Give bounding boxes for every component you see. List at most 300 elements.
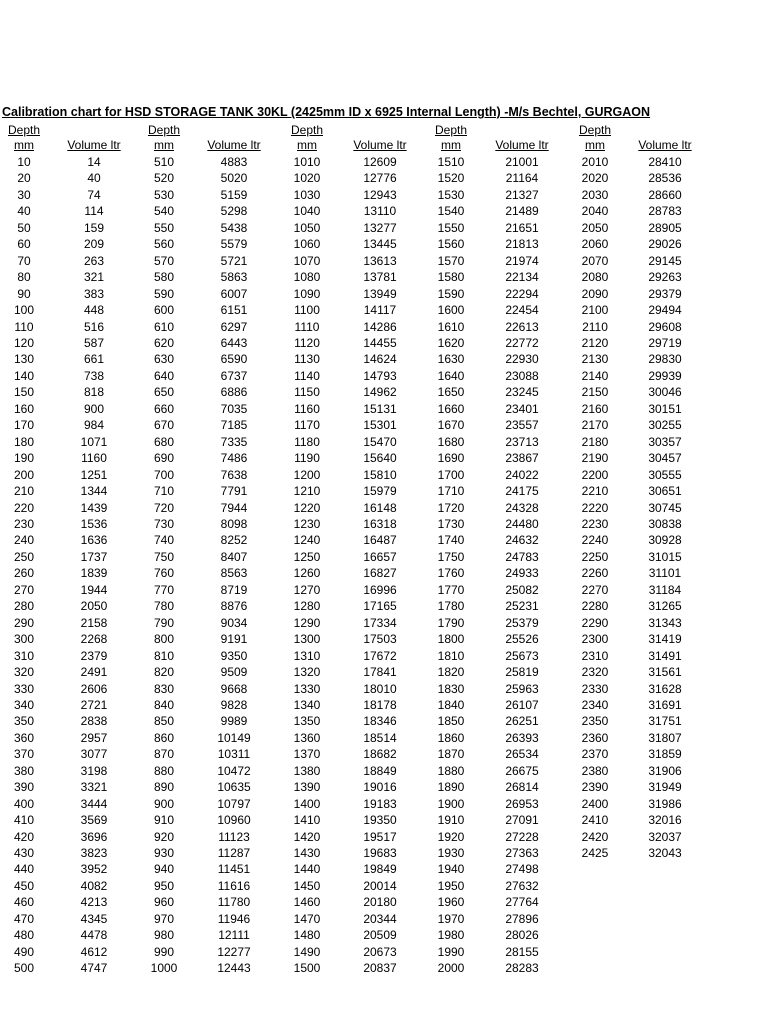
depth-cell: 2230: [581, 516, 609, 531]
depth-cell: 1070: [293, 253, 321, 268]
depth-cell: 2050: [581, 220, 609, 235]
depth-header: Depth: [290, 123, 324, 137]
depth-cell: 1170: [294, 418, 320, 433]
depth-cell: 140: [13, 368, 35, 383]
volume-cell: 1839: [80, 566, 108, 581]
depth-cell: 100: [13, 303, 35, 318]
depth-column: [132, 154, 196, 977]
volume-cell: 5020: [220, 171, 248, 186]
volume-cell: 1636: [80, 533, 108, 548]
depth-cell: 150: [13, 385, 35, 400]
depth-cell: 700: [153, 467, 175, 482]
depth-cell: 2000: [437, 961, 465, 976]
depth-cell: 380: [13, 763, 35, 778]
volume-column: [348, 154, 412, 977]
volume-cell: 24175: [505, 484, 539, 499]
volume-cell: 31859: [648, 747, 682, 762]
volume-cell: 21651: [505, 220, 539, 235]
depth-cell: 1600: [437, 303, 465, 318]
depth-cell: 2040: [581, 204, 609, 219]
depth-column: [419, 154, 483, 977]
volume-cell: 31628: [648, 681, 682, 696]
volume-cell: 4883: [220, 155, 248, 169]
volume-cell: 23557: [505, 418, 539, 433]
depth-cell: 710: [153, 484, 175, 499]
depth-cell: 660: [153, 401, 175, 416]
depth-cell: 1330: [293, 681, 321, 696]
depth-cell: 1450: [293, 878, 321, 893]
depth-cell: 1660: [437, 401, 465, 416]
volume-cell: 4213: [80, 895, 108, 910]
depth-cell: 90: [17, 286, 31, 301]
depth-cell: 580: [153, 270, 175, 285]
depth-cell: 1250: [293, 549, 321, 564]
volume-cell: 29830: [648, 352, 682, 367]
volume-cell: 15640: [363, 451, 397, 466]
volume-cell: 9034: [220, 615, 248, 630]
depth-cell: 760: [153, 566, 175, 581]
volume-cell: 29608: [648, 319, 682, 334]
volume-cell: 25379: [505, 615, 539, 630]
depth-cell: 1020: [293, 171, 321, 186]
volume-cell: 21974: [505, 253, 539, 268]
volume-cell: 19517: [363, 829, 397, 844]
volume-cell: 26251: [505, 714, 539, 729]
depth-cell: 410: [13, 813, 35, 828]
depth-cell: 160: [13, 401, 35, 416]
volume-cell: 9828: [220, 697, 248, 712]
depth-cell: 1770: [437, 582, 465, 597]
volume-column: [490, 154, 554, 977]
depth-cell: 230: [13, 516, 35, 531]
depth-cell: 1080: [293, 270, 321, 285]
volume-cell: 5298: [220, 204, 248, 219]
volume-column: [202, 154, 266, 977]
depth-cell: 10: [17, 155, 31, 169]
volume-cell: 4747: [80, 961, 108, 976]
depth-cell: 190: [13, 451, 35, 466]
volume-cell: 29719: [648, 335, 682, 350]
depth-cell: 830: [153, 681, 175, 696]
volume-cell: 22294: [505, 286, 539, 301]
volume-cell: 12277: [217, 944, 251, 959]
volume-cell: 1344: [80, 484, 108, 499]
depth-cell: 420: [13, 829, 35, 844]
depth-unit-header: mm: [441, 138, 461, 152]
depth-cell: 2070: [581, 253, 609, 268]
depth-cell: 130: [13, 352, 35, 367]
volume-cell: 14793: [363, 368, 397, 383]
depth-cell: 1830: [437, 681, 465, 696]
depth-cell: 1530: [437, 187, 465, 202]
depth-cell: 860: [153, 730, 175, 745]
volume-cell: 28026: [505, 928, 539, 943]
volume-cell: 25963: [505, 681, 539, 696]
volume-cell: 900: [83, 401, 105, 416]
volume-cell: 2606: [80, 681, 108, 696]
depth-cell: 440: [13, 862, 35, 877]
volume-cell: 14624: [363, 352, 397, 367]
volume-cell: 25082: [505, 582, 539, 597]
depth-unit-header: mm: [14, 138, 34, 152]
volume-cell: 20014: [363, 878, 397, 893]
depth-cell: 1270: [293, 582, 321, 597]
depth-cell: 1950: [437, 878, 465, 893]
volume-cell: 11287: [217, 846, 251, 861]
depth-cell: 1620: [437, 335, 465, 350]
depth-cell: 1720: [437, 500, 465, 515]
depth-cell: 1840: [437, 697, 465, 712]
depth-cell: 2350: [581, 714, 609, 729]
depth-cell: 1350: [293, 714, 321, 729]
volume-cell: 10311: [217, 747, 251, 762]
depth-cell: 2150: [581, 385, 609, 400]
depth-cell: 770: [153, 582, 175, 597]
depth-cell: 2370: [581, 747, 609, 762]
depth-header: Depth: [434, 123, 468, 137]
volume-cell: 22772: [505, 335, 539, 350]
depth-cell: 1820: [437, 665, 465, 680]
volume-cell: 24328: [505, 500, 539, 515]
volume-cell: 14962: [363, 385, 397, 400]
volume-cell: 20509: [363, 928, 397, 943]
depth-cell: 1780: [437, 599, 465, 614]
volume-cell: 27091: [505, 813, 539, 828]
volume-column: [62, 154, 126, 977]
depth-cell: 1310: [293, 648, 321, 663]
volume-cell: 26393: [505, 730, 539, 745]
depth-cell: 2110: [582, 319, 608, 334]
depth-cell: 2090: [581, 286, 609, 301]
depth-cell: 1800: [437, 632, 465, 647]
volume-cell: 31015: [648, 549, 682, 564]
depth-cell: 1010: [293, 155, 321, 169]
depth-cell: 1730: [437, 516, 465, 531]
depth-cell: 370: [13, 747, 35, 762]
volume-cell: 11616: [217, 878, 251, 893]
depth-cell: 480: [13, 928, 35, 943]
volume-cell: 209: [83, 237, 105, 252]
depth-cell: 1040: [293, 204, 321, 219]
depth-cell: 1290: [293, 615, 321, 630]
volume-cell: 14286: [363, 319, 397, 334]
volume-cell: 40: [87, 171, 101, 186]
volume-cell: 24783: [505, 549, 539, 564]
depth-cell: 1760: [437, 566, 465, 581]
volume-cell: 23088: [505, 368, 539, 383]
volume-cell: 16318: [363, 516, 397, 531]
depth-cell: 1220: [293, 500, 321, 515]
depth-cell: 1960: [437, 895, 465, 910]
depth-cell: 820: [153, 665, 175, 680]
depth-cell: 1230: [293, 516, 321, 531]
volume-cell: 16827: [363, 566, 397, 581]
depth-cell: 2290: [581, 615, 609, 630]
depth-cell: 570: [153, 253, 175, 268]
volume-cell: 9509: [220, 665, 248, 680]
depth-cell: 1470: [293, 911, 321, 926]
depth-cell: 1990: [437, 944, 465, 959]
depth-cell: 2240: [581, 533, 609, 548]
depth-cell: 1410: [293, 813, 321, 828]
volume-cell: 10960: [217, 813, 251, 828]
volume-cell: 15810: [363, 467, 397, 482]
volume-cell: 22930: [505, 352, 539, 367]
depth-cell: 2170: [581, 418, 609, 433]
volume-cell: 9191: [220, 632, 248, 647]
depth-cell: 1970: [437, 911, 465, 926]
volume-cell: 159: [83, 220, 105, 235]
depth-cell: 500: [13, 961, 35, 976]
volume-cell: 383: [83, 286, 105, 301]
volume-cell: 21327: [505, 187, 539, 202]
depth-cell: 1900: [437, 796, 465, 811]
depth-cell: 2270: [581, 582, 609, 597]
depth-cell: 2060: [581, 237, 609, 252]
depth-cell: 2425: [581, 846, 609, 861]
volume-cell: 15979: [363, 484, 397, 499]
volume-cell: 10149: [217, 730, 251, 745]
volume-cell: 30457: [648, 451, 682, 466]
depth-cell: 2030: [581, 187, 609, 202]
depth-cell: 670: [153, 418, 175, 433]
depth-cell: 1880: [437, 763, 465, 778]
depth-cell: 1300: [293, 632, 321, 647]
volume-cell: 6590: [220, 352, 248, 367]
depth-column: [275, 154, 339, 977]
volume-cell: 27896: [505, 911, 539, 926]
volume-cell: 26953: [505, 796, 539, 811]
depth-cell: 1570: [437, 253, 465, 268]
depth-cell: 2250: [581, 549, 609, 564]
volume-cell: 12776: [363, 171, 397, 186]
volume-cell: 16148: [363, 500, 397, 515]
volume-cell: 21489: [505, 204, 539, 219]
depth-cell: 640: [153, 368, 175, 383]
volume-cell: 28660: [648, 187, 682, 202]
depth-header: Depth: [147, 123, 181, 137]
volume-cell: 20344: [363, 911, 397, 926]
depth-cell: 320: [13, 665, 35, 680]
volume-cell: 22613: [505, 319, 539, 334]
depth-cell: 1940: [437, 862, 465, 877]
volume-cell: 27363: [505, 846, 539, 861]
volume-cell: 263: [83, 253, 105, 268]
volume-cell: 27498: [505, 862, 539, 877]
depth-cell: 900: [153, 796, 175, 811]
volume-cell: 24632: [505, 533, 539, 548]
depth-cell: 1920: [437, 829, 465, 844]
depth-cell: 1860: [437, 730, 465, 745]
volume-cell: 3569: [80, 813, 108, 828]
volume-header: Volume ltr: [67, 138, 121, 152]
volume-cell: 18178: [363, 697, 397, 712]
depth-cell: 2020: [581, 171, 609, 186]
depth-header: Depth: [7, 123, 41, 137]
volume-cell: 5579: [220, 237, 248, 252]
volume-cell: 1536: [80, 516, 108, 531]
depth-cell: 1910: [437, 813, 465, 828]
depth-cell: 1750: [437, 549, 465, 564]
volume-cell: 7035: [220, 401, 248, 416]
depth-cell: 1460: [293, 895, 321, 910]
volume-cell: 4345: [80, 911, 108, 926]
volume-header: Volume ltr: [638, 138, 692, 152]
volume-cell: 6007: [220, 286, 248, 301]
depth-cell: 1150: [294, 385, 320, 400]
depth-cell: 1890: [437, 780, 465, 795]
volume-cell: 23245: [505, 385, 539, 400]
depth-cell: 560: [153, 237, 175, 252]
volume-cell: 3952: [80, 862, 108, 877]
volume-cell: 661: [83, 352, 105, 367]
volume-cell: 3696: [80, 829, 108, 844]
depth-unit-header: mm: [154, 138, 174, 152]
depth-cell: 1320: [293, 665, 321, 680]
depth-cell: 2380: [581, 763, 609, 778]
depth-cell: 1500: [293, 961, 321, 976]
volume-cell: 28155: [505, 944, 539, 959]
volume-header: Volume ltr: [207, 138, 261, 152]
depth-cell: 1550: [437, 220, 465, 235]
depth-cell: 2410: [581, 813, 609, 828]
volume-cell: 10635: [217, 780, 251, 795]
depth-cell: 980: [153, 928, 175, 943]
depth-cell: 1670: [437, 418, 465, 433]
depth-cell: 20: [17, 171, 31, 186]
depth-cell: 450: [13, 878, 35, 893]
depth-cell: 1490: [293, 944, 321, 959]
volume-cell: 21001: [505, 155, 539, 169]
depth-cell: 80: [17, 270, 31, 285]
depth-cell: 1400: [293, 796, 321, 811]
depth-header: Depth: [578, 123, 612, 137]
depth-cell: 510: [153, 155, 175, 169]
depth-cell: 70: [17, 253, 31, 268]
depth-cell: 1560: [437, 237, 465, 252]
depth-cell: 330: [13, 681, 35, 696]
volume-header: Volume ltr: [495, 138, 549, 152]
depth-cell: 350: [13, 714, 35, 729]
volume-cell: 10797: [217, 796, 251, 811]
volume-cell: 8252: [220, 533, 248, 548]
volume-cell: 19683: [363, 846, 397, 861]
depth-cell: 620: [153, 335, 175, 350]
volume-cell: 31807: [648, 730, 682, 745]
depth-cell: 2360: [581, 730, 609, 745]
depth-cell: 960: [153, 895, 175, 910]
volume-cell: 29494: [648, 303, 682, 318]
depth-cell: 780: [153, 599, 175, 614]
volume-cell: 12943: [363, 187, 397, 202]
volume-cell: 22454: [505, 303, 539, 318]
volume-cell: 17672: [363, 648, 397, 663]
depth-cell: 1260: [293, 566, 321, 581]
depth-cell: 250: [13, 549, 35, 564]
volume-cell: 587: [83, 335, 105, 350]
depth-cell: 1520: [437, 171, 465, 186]
volume-cell: 5863: [220, 270, 248, 285]
volume-cell: 1160: [81, 451, 107, 466]
depth-cell: 970: [153, 911, 175, 926]
depth-cell: 1680: [437, 434, 465, 449]
volume-cell: 17841: [363, 665, 397, 680]
depth-cell: 880: [153, 763, 175, 778]
volume-cell: 28536: [648, 171, 682, 186]
volume-cell: 11451: [217, 862, 251, 877]
depth-cell: 1140: [294, 368, 320, 383]
depth-cell: 1580: [437, 270, 465, 285]
volume-column: [633, 154, 697, 861]
volume-cell: 7791: [220, 484, 248, 499]
volume-cell: 27764: [505, 895, 539, 910]
volume-cell: 31906: [648, 763, 682, 778]
depth-cell: 1120: [294, 335, 320, 350]
depth-cell: 1390: [293, 780, 321, 795]
volume-cell: 1737: [80, 549, 108, 564]
volume-cell: 31343: [648, 615, 682, 630]
depth-cell: 2100: [581, 303, 609, 318]
volume-cell: 19016: [363, 780, 397, 795]
volume-cell: 28283: [505, 961, 539, 976]
volume-cell: 21164: [505, 171, 539, 186]
depth-cell: 630: [153, 352, 175, 367]
volume-cell: 12609: [363, 155, 397, 169]
depth-cell: 2330: [581, 681, 609, 696]
depth-cell: 1650: [437, 385, 465, 400]
volume-cell: 2268: [80, 632, 108, 647]
depth-cell: 740: [153, 533, 175, 548]
depth-cell: 2260: [581, 566, 609, 581]
volume-cell: 3321: [80, 780, 108, 795]
depth-cell: 120: [13, 335, 35, 350]
volume-cell: 448: [83, 303, 105, 318]
depth-cell: 610: [153, 319, 175, 334]
volume-cell: 31265: [648, 599, 682, 614]
depth-cell: 1340: [293, 697, 321, 712]
volume-cell: 2721: [80, 697, 108, 712]
volume-cell: 32037: [648, 829, 682, 844]
depth-cell: 2310: [581, 648, 609, 663]
depth-cell: 870: [153, 747, 175, 762]
volume-cell: 74: [87, 187, 101, 202]
depth-cell: 950: [153, 878, 175, 893]
volume-cell: 22134: [505, 270, 539, 285]
volume-cell: 31751: [648, 714, 682, 729]
volume-cell: 25526: [505, 632, 539, 647]
volume-cell: 17334: [363, 615, 397, 630]
volume-cell: 31691: [648, 697, 682, 712]
volume-cell: 6297: [220, 319, 248, 334]
volume-cell: 31184: [648, 582, 682, 597]
depth-cell: 910: [153, 813, 175, 828]
depth-cell: 2010: [581, 155, 609, 169]
depth-cell: 2080: [581, 270, 609, 285]
depth-cell: 1850: [437, 714, 465, 729]
volume-cell: 32043: [648, 846, 682, 861]
volume-cell: 20673: [363, 944, 397, 959]
volume-cell: 31949: [648, 780, 682, 795]
volume-cell: 13781: [363, 270, 397, 285]
depth-cell: 50: [17, 220, 31, 235]
volume-cell: 30838: [648, 516, 682, 531]
volume-cell: 31986: [648, 796, 682, 811]
depth-cell: 1930: [437, 846, 465, 861]
depth-cell: 40: [17, 204, 31, 219]
depth-cell: 690: [153, 451, 175, 466]
depth-cell: 930: [153, 846, 175, 861]
volume-cell: 31561: [648, 665, 682, 680]
